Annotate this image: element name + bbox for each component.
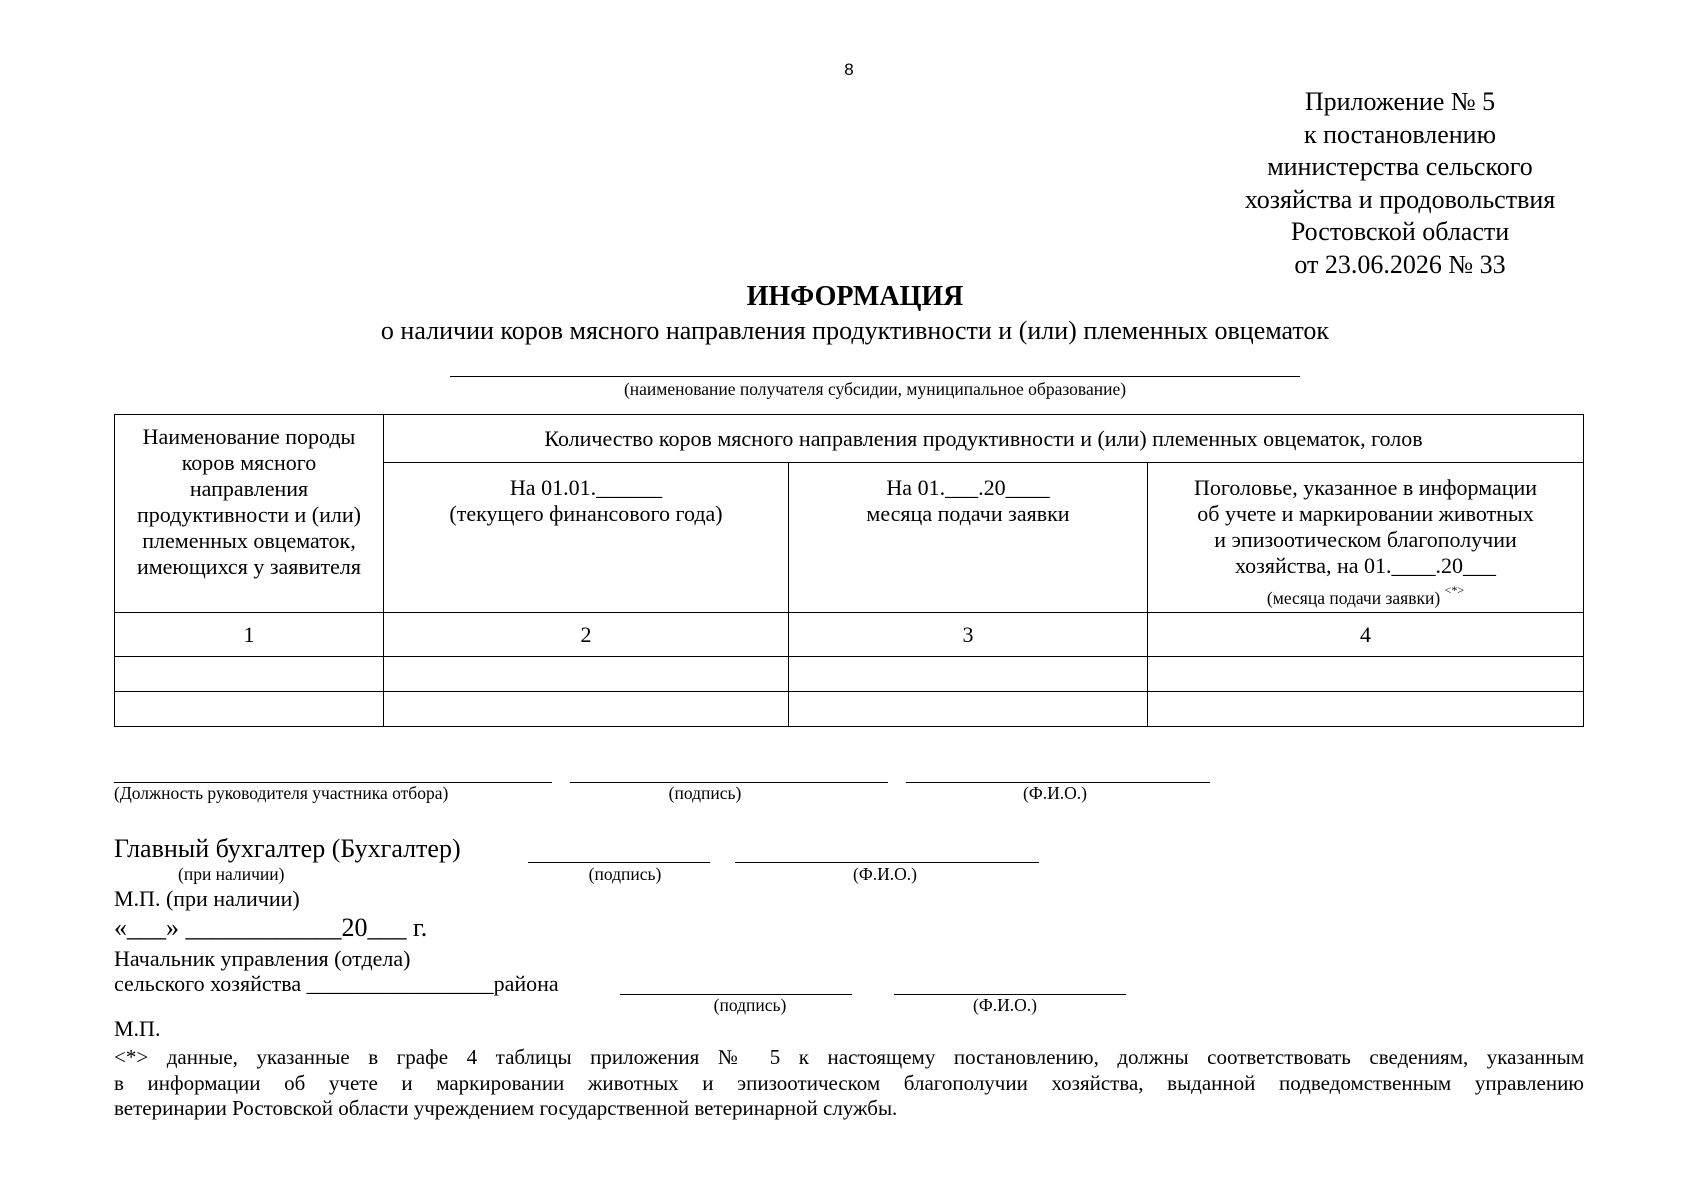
col2-header (384, 463, 789, 613)
head-fio-caption: (Ф.И.О.) (1023, 783, 1087, 803)
empty-cell (1148, 692, 1584, 727)
appendix-line: от 23.06.2026 № 33 (1294, 249, 1506, 279)
dept-head-line2 (114, 971, 559, 997)
livestock-table (114, 414, 1584, 727)
document-subtitle: о наличии коров мясного направления продуктивности и (или) племенных овцематок (380, 316, 1330, 345)
head-signature-caption: (подпись) (668, 783, 742, 803)
empty-cell (1148, 657, 1584, 692)
col4-note-line (1148, 579, 1583, 609)
dept-fio-caption: (Ф.И.О.) (973, 995, 1037, 1015)
empty-cell (115, 692, 384, 727)
date-line: «___» ____________20___ г. (114, 913, 428, 942)
appendix-line: Приложение № 5 (1304, 87, 1496, 116)
appendix-block (1180, 86, 1620, 281)
col4-note: (месяца подачи заявки) (1266, 588, 1441, 608)
recipient-caption: (наименование получателя субсидии, муниципальное образование) (623, 379, 1127, 399)
column-number: 2 (384, 613, 789, 657)
dept-signature-caption: (подпись) (713, 995, 787, 1015)
header-line: об учете и маркировании животных (1197, 501, 1534, 526)
col3-header (789, 463, 1148, 613)
dept-head-line2-b: района (493, 971, 559, 996)
header-line: и эпизоотическом благополучии (1214, 527, 1517, 552)
empty-cell (384, 692, 789, 727)
header-line: продуктивности и (или) (137, 502, 361, 527)
recipient-line (450, 376, 1300, 377)
header-line: направления (189, 476, 309, 501)
appendix-line: Ростовской области (1290, 217, 1510, 246)
page-number: 8 (844, 60, 854, 79)
empty-cell (789, 657, 1148, 692)
dept-head-line2-a: сельского хозяйства _________________ (114, 971, 494, 996)
footnote-line: <*> данные, указанные в графе 4 таблицы приложения № 5 к настоящему постановлению, должны соответствовать сведениям, указанным (114, 1045, 1584, 1069)
accountant-fio-caption: (Ф.И.О.) (853, 864, 917, 884)
header-line: имеющихся у заявителя (136, 554, 362, 579)
accountant-signature-line (528, 862, 710, 863)
accountant-fio-line (735, 862, 1039, 863)
head-position-caption: (Должность руководителя участника отбора) (114, 783, 449, 803)
appendix-line: министерства сельского (1267, 152, 1533, 181)
appendix-line: хозяйства и продовольствия (1244, 184, 1556, 214)
header-line: коров мясного (181, 450, 317, 475)
chief-accountant-label: Главный бухгалтер (Бухгалтер) (114, 834, 461, 863)
footnote-line: ветеринарии Ростовской области учреждением государственной ветеринарной службы. (114, 1096, 898, 1120)
empty-cell (384, 657, 789, 692)
accountant-signature-caption: (подпись) (588, 864, 662, 884)
empty-cell (789, 692, 1148, 727)
appendix-line: к постановлению (1303, 119, 1497, 149)
empty-cell (115, 657, 384, 692)
header-line: хозяйства, на 01.____.20___ (1235, 553, 1497, 578)
header-line: Поголовье, указанное в информации (1193, 475, 1538, 500)
column-number: 3 (789, 613, 1148, 657)
header-line: На 01.01.______ (509, 475, 663, 500)
header-line: племенных овцематок, (142, 528, 356, 553)
header-line: Наименование породы (142, 424, 356, 449)
dept-head-line1: Начальник управления (отдела) (114, 946, 411, 971)
footnote-mark: <*> (1444, 583, 1465, 597)
header-line: (текущего финансового года) (449, 501, 723, 526)
if-any-caption: (при наличии) (178, 864, 285, 884)
header-line: месяца подачи заявки (866, 501, 1070, 526)
footnote (114, 1045, 1584, 1122)
document-title: ИНФОРМАЦИЯ (746, 281, 964, 312)
stamp-if-any: М.П. (при наличии) (114, 886, 300, 911)
column-number: 4 (1148, 613, 1584, 657)
col1-header (115, 415, 384, 613)
col4-header (1148, 463, 1584, 613)
footnote-line: в информации об учете и маркировании животных и эпизоотическом благополучии хозяйства, выданной подведомственным управлению (114, 1070, 1584, 1095)
group-header: Количество коров мясного направления продуктивности и (или) племенных овцематок, голов (384, 415, 1584, 463)
column-number: 1 (115, 613, 384, 657)
stamp: М.П. (114, 1016, 161, 1041)
header-line: На 01.___.20____ (886, 475, 1050, 500)
